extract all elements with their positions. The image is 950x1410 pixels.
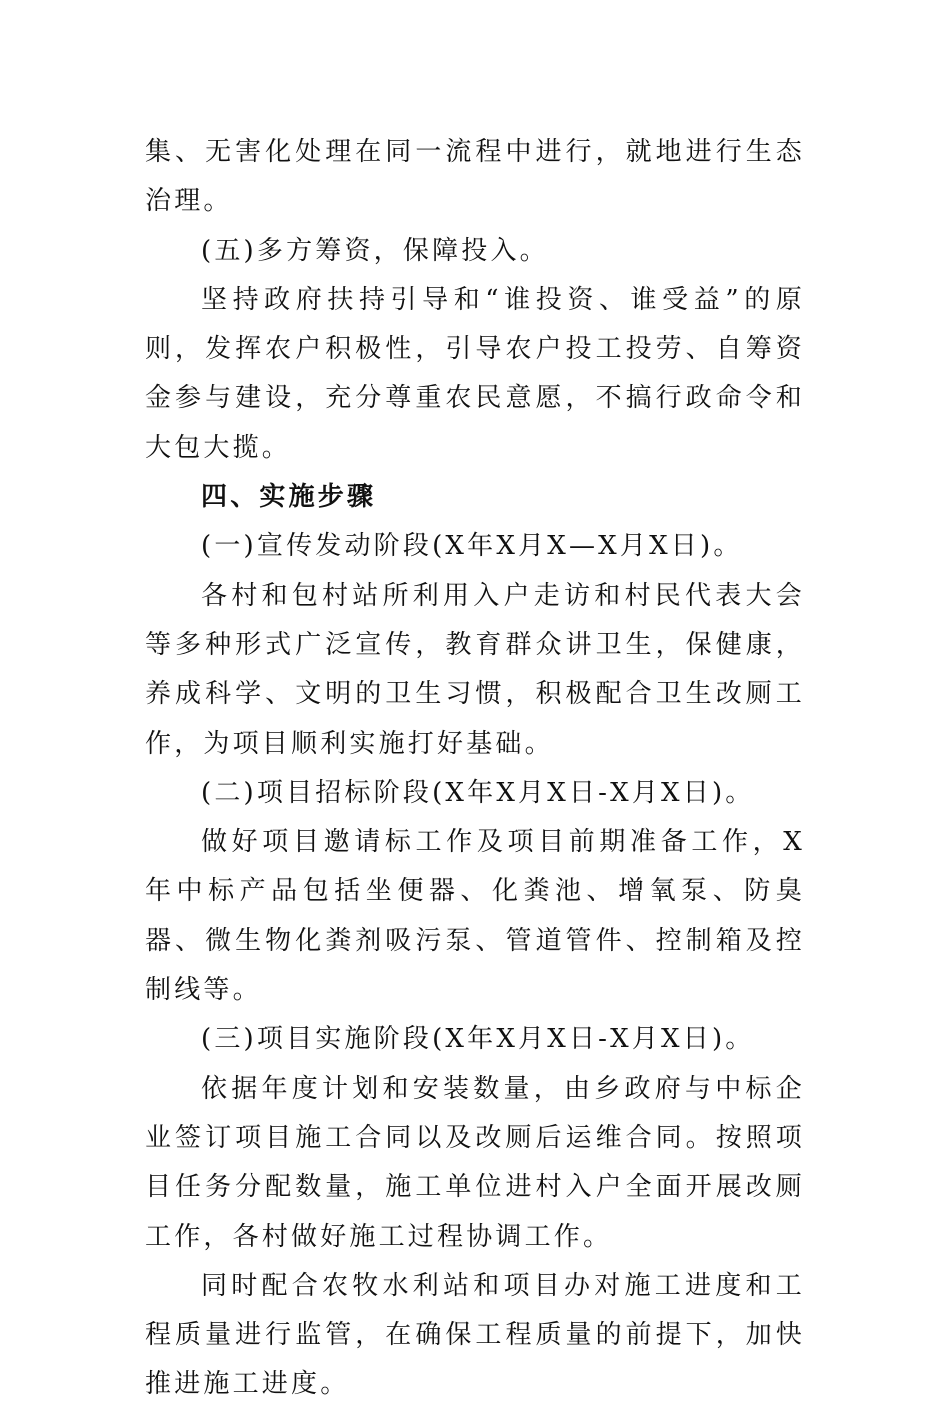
paragraph-funding: 坚持政府扶持引导和“谁投资、谁受益”的原则，发挥农户积极性，引导农户投工投劳、自筹资金参与建设，充分尊重农民意愿，不搞行政命令和大包大揽。 (145, 284, 805, 463)
paragraph-supervision: 同时配合农牧水利站和项目办对施工进度和工程质量进行监管，在确保工程质量的前提下，加快推进施工进度。 (145, 1270, 805, 1400)
subheading-three: (三)项目实施阶段(X年X月X日-X月X日)。 (201, 1024, 755, 1055)
paragraph-bidding: 做好项目邀请标工作及项目前期准备工作，X年中标产品包括坐便器、化粪池、增氧泵、防臭器、微生物化粪剂吸污泵、管道管件、控制箱及控制线等。 (145, 827, 805, 1006)
subheading-one: (一)宣传发动阶段(X年X月X—X月X日)。 (201, 531, 743, 562)
document-body (145, 128, 805, 1410)
paragraph-continuation: 集、无害化处理在同一流程中进行，就地进行生态治理。 (145, 137, 805, 217)
paragraph-implementation: 依据年度计划和安装数量，由乡政府与中标企业签订项目施工合同以及改厕后运维合同。按照项目任务分配数量，施工单位进村入户全面开展改厕工作，各村做好施工过程协调工作。 (145, 1073, 805, 1252)
section-heading-four: 四、实施步骤 (201, 482, 377, 513)
subheading-two: (二)项目招标阶段(X年X月X日-X月X日)。 (201, 777, 755, 808)
subheading-five: (五)多方筹资，保障投入。 (201, 235, 549, 266)
paragraph-publicity: 各村和包村站所利用入户走访和村民代表大会等多种形式广泛宣传，教育群众讲卫生，保健康，养成科学、文明的卫生习惯，积极配合卫生改厕工作，为项目顺利实施打好基础。 (145, 580, 805, 759)
